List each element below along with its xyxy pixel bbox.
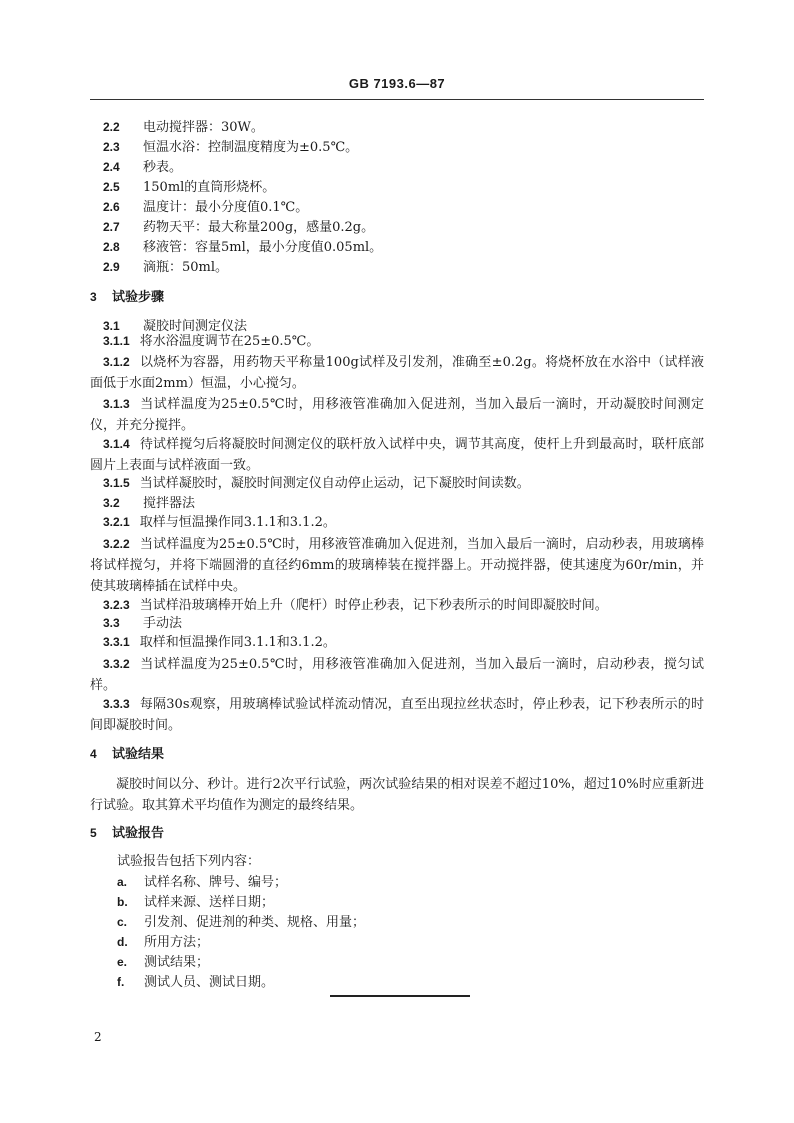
- equipment-item: 2.2 电动搅拌器：30W。: [103, 120, 264, 135]
- report-item: a. 试样名称、牌号、编号；: [117, 875, 288, 890]
- paragraph-3-1-2: 3.1.2 以烧杯为容器，用药物天平称量100g试样及引发剂，准确至±0.2g。将烧杯放在水浴中（试样液面低于水面2mm）恒温，小心搅匀。: [90, 355, 704, 391]
- paragraph-3-2-2: 3.2.2 当试样温度为25±0.5℃时，用移液管准确加入促进剂，当加入最后一滴时，启动秒表，用玻璃棒将试样搅匀，并将下端圆滑的直径约6mm的玻璃棒装在搅拌器上。开动搅拌器，使其速度为60r/min，并使其玻璃棒插在试样中央。: [90, 537, 704, 594]
- equipment-item: 2.7 药物天平：最大称量200g，感量0.2g。: [103, 220, 375, 235]
- subsection-3-3-heading: 3.3 手动法: [103, 616, 183, 631]
- equipment-item: 2.3 恒温水浴：控制温度精度为±0.5℃。: [103, 140, 359, 155]
- header-divider: [90, 99, 704, 100]
- paragraph-3-1-4: 3.1.4 待试样搅匀后将凝胶时间测定仪的联杆放入试样中央，调节其高度，使杆上升到最高时，联杆底部圆片上表面与试样液面一致。: [90, 437, 704, 473]
- paragraph-3-3-1: 3.3.1 取样和恒温操作同3.1.1和3.1.2。: [103, 635, 336, 650]
- equipment-item: 2.9 滴瓶：50ml。: [103, 260, 229, 275]
- standard-header: GB 7193.6—87: [348, 76, 446, 91]
- paragraph-3-3-2: 3.3.2 当试样温度为25±0.5℃时，用移液管准确加入促进剂，当加入最后一滴时，启动秒表，搅匀试样。: [90, 657, 704, 693]
- section-4-heading: 4 试验结果: [90, 747, 165, 762]
- section-5-intro: 试验报告包括下列内容：: [117, 854, 261, 869]
- equipment-item: 2.6 温度计：最小分度值0.1℃。: [103, 200, 309, 215]
- report-item: f. 测试人员、测试日期。: [117, 975, 275, 990]
- paragraph-3-2-3: 3.2.3 当试样沿玻璃棒开始上升（爬杆）时停止秒表，记下秒表所示的时间即凝胶时间。: [103, 598, 608, 613]
- report-item: d. 所用方法；: [117, 935, 210, 950]
- section-4-paragraph: 凝胶时间以分、秒计。进行2次平行试验，两次试验结果的相对误差不超过10%，超过10%时应重新进行试验。取其算术平均值作为测定的最终结果。: [90, 777, 704, 813]
- equipment-item: 2.8 移液管：容量5ml，最小分度值0.05ml。: [103, 240, 383, 255]
- paragraph-3-1-5: 3.1.5 当试样凝胶时，凝胶时间测定仪自动停止运动，记下凝胶时间读数。: [103, 476, 530, 491]
- section-5-heading: 5 试验报告: [90, 826, 165, 841]
- report-item: e. 测试结果；: [117, 955, 210, 970]
- paragraph-3-1-3: 3.1.3 当试样温度为25±0.5℃时，用移液管准确加入促进剂，当加入最后一滴时，开动凝胶时间测定仪，并充分搅拌。: [90, 397, 704, 433]
- subsection-3-2-heading: 3.2 搅拌器法: [103, 496, 196, 511]
- report-item: c. 引发剂、促进剂的种类、规格、用量；: [117, 915, 366, 930]
- page-number: 2: [94, 1030, 102, 1044]
- end-of-document-rule: [330, 995, 470, 997]
- subsection-3-1-heading: 3.1 凝胶时间测定仪法: [103, 319, 248, 334]
- paragraph-3-2-1: 3.2.1 取样与恒温操作同3.1.1和3.1.2。: [103, 515, 336, 530]
- section-3-heading: 3 试验步骤: [90, 290, 165, 305]
- equipment-item: 2.5 150ml的直筒形烧杯。: [103, 180, 276, 195]
- paragraph-3-1-1: 3.1.1 将水浴温度调节在25±0.5℃。: [103, 334, 320, 349]
- equipment-item: 2.4 秒表。: [103, 160, 183, 175]
- report-item: b. 试样来源、送样日期；: [117, 895, 275, 910]
- paragraph-3-3-3: 3.3.3 每隔30s观察，用玻璃棒试验试样流动情况，直至出现拉丝状态时，停止秒表，记下秒表所示的时间即凝胶时间。: [90, 697, 704, 733]
